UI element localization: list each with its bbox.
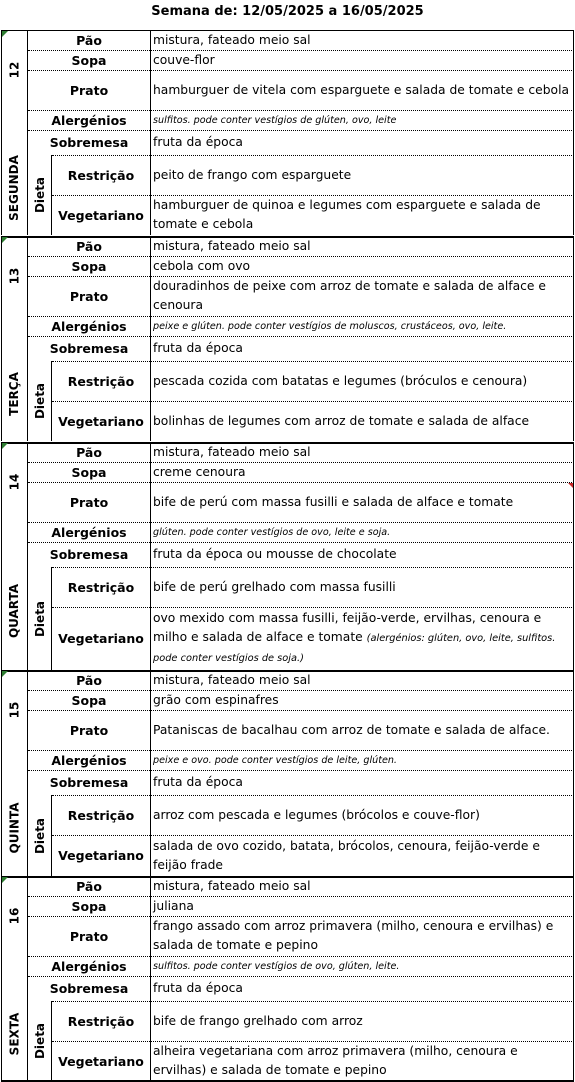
day-block-15 [0,670,574,876]
dieta-vline [51,795,52,876]
row-value-sobremesa [150,130,574,155]
row-value-text: bife de frango grelhado com arroz [153,1013,363,1028]
day-number-text: 15 [6,701,21,719]
day-name [2,140,26,235]
vegetariano-note: (alergénios: glúten, ovo, leite, sulfitos. [366,633,556,644]
menu-row-sobremesa [28,976,574,1001]
table-vline [1,442,2,670]
menu-row-vegetariano [28,607,574,670]
row-label-restricao: Restrição [67,1013,135,1029]
row-label-pao: Pão [76,238,102,254]
row-value-sopa [150,50,574,70]
menu-row-sopa [28,256,574,276]
row-label-prato: Prato [69,928,109,944]
menu-row-prato [28,710,574,750]
row-label-sopa: Sopa [71,52,107,68]
row-value-vegetariano [150,835,574,876]
row-value-text: mistura, fateado meio sal [153,878,311,893]
row-value-text: mistura, fateado meio sal [153,32,311,47]
row-label-sobremesa: Sobremesa [49,981,129,996]
table-vline [150,670,151,876]
menu-row-alergenios [28,750,574,770]
row-label-sopa: Sopa [71,898,107,914]
table-vline [27,442,28,670]
row-value-restricao [150,795,574,835]
row-value-sobremesa [150,336,574,361]
row-label-sobremesa: Sobremesa [49,775,129,790]
row-label-pao: Pão [76,32,102,48]
table-vline [27,670,28,876]
row-value-prato [150,916,574,956]
day-name [2,986,26,1081]
row-value-text: juliana [153,898,194,913]
vegetariano-note: pode conter vestígios de soja.) [153,653,304,664]
menu-row-restricao [28,795,574,835]
day-number-text: 12 [6,61,21,79]
cell-comment-marker-red [568,483,573,488]
row-value-text: fruta da época ou mousse de chocolate [153,547,397,561]
menu-row-restricao [28,155,574,195]
menu-row-prato [28,70,574,110]
week-title: Semana de: 12/05/2025 a 16/05/2025 [151,4,424,19]
row-value-text: fruta da época [153,775,243,789]
row-label-prato: Prato [69,494,109,510]
row-value-pao [150,30,574,50]
table-vline [573,876,574,1081]
day-number [2,876,26,956]
day-number [2,670,26,750]
row-value-text: frango assado com arroz primavera (milho, cenoura e ervilhas) e salada de tomate e pepino [153,919,554,952]
table-vline [1,30,2,235]
row-value-text: bife de perú com massa fusilli e salada de alface e tomate [153,494,514,509]
row-value-pao [150,876,574,896]
row-label-sobremesa: Sobremesa [49,547,129,562]
menu-row-vegetariano [28,195,574,235]
day-top-border [1,442,573,444]
table-vline [150,236,151,441]
row-value-restricao [150,155,574,195]
row-value-alergenios [150,750,574,770]
menu-row-prato [28,916,574,956]
row-value-prato [150,276,574,316]
row-value-text: fruta da época [153,341,243,355]
row-value-sopa [150,690,574,710]
row-value-alergenios [150,316,574,336]
day-name [2,552,26,670]
day-block-12 [0,30,574,235]
row-value-text: glúten. pode conter vestígios de ovo, leite e soja. [153,526,391,538]
row-value-text: mistura, fateado meio sal [153,238,311,253]
row-value-text: peixe e ovo. pode conter vestígios de leite, glúten. [153,754,397,766]
row-label-pao: Pão [76,878,102,894]
row-value-restricao [150,361,574,401]
menu-row-sobremesa [28,130,574,155]
cell-comment-marker [2,237,8,243]
menu-row-sobremesa [28,542,574,567]
day-number-text: 14 [6,473,21,491]
row-label-restricao: Restrição [67,807,135,823]
row-label-prato: Prato [69,82,109,98]
row-value-alergenios [150,110,574,130]
menu-row-vegetariano [28,401,574,441]
row-value-text: hamburguer de vitela com esparguete e salada de tomate e cebola [153,82,570,97]
row-value-sobremesa [150,770,574,795]
row-value-text: bolinhas de legumes com arroz de tomate e salada de alface [153,413,530,428]
row-value-prato [150,482,574,522]
dieta-label-text: Dieta [33,817,48,854]
menu-row-restricao [28,1001,574,1041]
day-name-text: SEGUNDA [7,154,22,221]
table-vline [150,876,151,1081]
table-vline [573,442,574,670]
row-label-alergenios: Alergénios [51,958,127,974]
row-label-restricao: Restrição [67,373,135,389]
dieta-vline [51,1001,52,1081]
row-value-sobremesa [150,976,574,1001]
row-value-text: pescada cozida com batatas e legumes (bróculos e cenoura) [153,373,528,388]
day-name-text: QUINTA [7,802,21,854]
cell-comment-marker [2,877,8,883]
row-value-text: Pataniscas de bacalhau com arroz de tomate e salada de alface. [153,722,550,737]
day-name-text: SEXTA [7,1012,22,1055]
dieta-label-text: Dieta [33,1022,48,1060]
row-label-alergenios: Alergénios [51,112,127,128]
row-value-sopa [150,256,574,276]
row-value-pao [150,442,574,462]
day-number [2,236,26,316]
table-vline [150,442,151,670]
row-value-pao [150,236,574,256]
row-label-prato: Prato [69,722,109,738]
row-value-text: sulfitos. pode conter vestígios de ovo, glúten, leite. [153,960,400,972]
menu-row-sopa [28,462,574,482]
table-vline [573,236,574,441]
day-block-13 [0,236,574,441]
day-top-border [1,30,573,31]
row-label-vegetariano: Vegetariano [58,848,144,863]
row-value-pao [150,670,574,690]
menu-row-pao [28,876,574,896]
day-number [2,30,26,110]
row-label-alergenios: Alergénios [51,318,127,334]
row-value-text: salada de ovo cozido, batata, brócolos, cenoura, feijão-verde e feijão frade [153,838,540,872]
menu-row-alergenios [28,522,574,542]
row-value-prato [150,710,574,750]
table-vline [27,236,28,441]
menu-row-vegetariano [28,1041,574,1081]
table-vline [573,670,574,876]
row-value-text: creme cenoura [153,464,246,479]
day-name-text: QUARTA [7,583,22,639]
row-value-text: fruta da época [153,981,243,995]
row-label-restricao: Restrição [67,579,135,595]
row-value-sobremesa [150,542,574,567]
row-value-sopa [150,896,574,916]
day-top-border [1,236,573,238]
menu-row-sobremesa [28,770,574,795]
row-label-vegetariano: Vegetariano [58,413,144,429]
row-value-vegetariano [150,195,574,235]
menu-row-sopa [28,690,574,710]
day-name [2,780,26,876]
row-label-alergenios: Alergénios [51,524,127,540]
vegetariano-text-wrap [153,609,574,668]
row-value-vegetariano [150,1041,574,1081]
dieta-vline [51,361,52,441]
menu-row-sobremesa [28,336,574,361]
cell-comment-marker [2,671,8,677]
menu-row-prato [28,482,574,522]
row-value-text: alheira vegetariana com arroz primavera (milho, cenoura e ervilhas) e salada de tomate e pepino [153,1044,518,1077]
table-vline [27,30,28,235]
day-name-text: TERÇA [7,371,21,416]
row-value-text: mistura, fateado meio sal [153,672,311,687]
menu-row-alergenios [28,316,574,336]
menu-row-pao [28,442,574,462]
menu-row-restricao [28,361,574,401]
row-value-text: couve-flor [153,52,215,67]
dieta-label-text: Dieta [33,600,48,637]
menu-row-alergenios [28,110,574,130]
vegetariano-text: ovo mexido com massa fusilli, feijão-verde, ervilhas, cenoura e milho e salada de alface e tomate [153,611,542,644]
menu-row-restricao [28,567,574,607]
cell-comment-marker [2,31,8,37]
row-value-text: peixe e glúten. pode conter vestígios de moluscos, crustáceos, ovo, leite. [153,320,507,332]
row-value-restricao [150,1001,574,1041]
row-value-text: mistura, fateado meio sal [153,444,311,459]
day-top-border [1,670,573,672]
row-label-vegetariano: Vegetariano [58,1053,144,1069]
row-value-vegetariano [150,401,574,441]
menu-row-pao [28,670,574,690]
row-value-text: fruta da época [153,135,243,149]
menu-row-vegetariano [28,835,574,876]
dieta-label-text: Dieta [33,176,48,214]
row-value-text: peito de frango com esparguete [153,167,352,182]
row-value-text: cebola com ovo [153,258,251,273]
row-value-text: sulfitos. pode conter vestígios de glúten, ovo, leite [153,114,397,126]
day-number-text: 16 [6,907,21,925]
row-value-alergenios [150,522,574,542]
day-block-14 [0,442,574,670]
dieta-vline [51,567,52,670]
day-number-text: 13 [6,267,21,285]
row-label-pao: Pão [76,672,102,688]
table-vline [573,30,574,235]
row-label-pao: Pão [76,444,102,460]
table-vline [1,876,2,1081]
row-label-sopa: Sopa [71,692,107,708]
table-vline [150,30,151,235]
row-value-text: bife de perú grelhado com massa fusilli [153,579,396,594]
table-vline [1,236,2,441]
menu-row-sopa [28,896,574,916]
menu-row-pao [28,236,574,256]
row-label-sopa: Sopa [71,258,107,274]
row-label-sobremesa: Sobremesa [49,341,129,356]
row-label-sopa: Sopa [71,464,107,480]
menu-row-alergenios [28,956,574,976]
menu-row-prato [28,276,574,316]
row-label-prato: Prato [69,288,109,304]
row-value-text: hamburguer de quinoa e legumes com esparguete e salada de tomate e cebola [153,198,541,231]
row-value-text: grão com espinafres [153,692,279,707]
row-value-alergenios [150,956,574,976]
dieta-vline [51,155,52,235]
row-label-vegetariano: Vegetariano [58,207,144,223]
dieta-label-text: Dieta [33,382,48,420]
day-block-16 [0,876,574,1081]
row-value-restricao [150,567,574,607]
row-label-vegetariano: Vegetariano [58,631,144,646]
day-name [2,346,26,441]
table-vline [27,876,28,1081]
row-value-prato [150,70,574,110]
menu-row-pao [28,30,574,50]
row-label-alergenios: Alergénios [51,752,127,768]
row-value-sopa [150,462,574,482]
day-number [2,442,26,522]
row-label-restricao: Restrição [67,167,135,183]
table-vline [1,670,2,876]
row-label-sobremesa: Sobremesa [49,135,129,150]
menu-row-sopa [28,50,574,70]
row-value-text: douradinhos de peixe com arroz de tomate e salada de alface e cenoura [153,279,546,312]
cell-comment-marker [2,443,8,449]
day-top-border [1,876,573,878]
row-value-text: arroz com pescada e legumes (brócolos e couve-flor) [153,807,480,822]
row-value-vegetariano [150,607,574,670]
